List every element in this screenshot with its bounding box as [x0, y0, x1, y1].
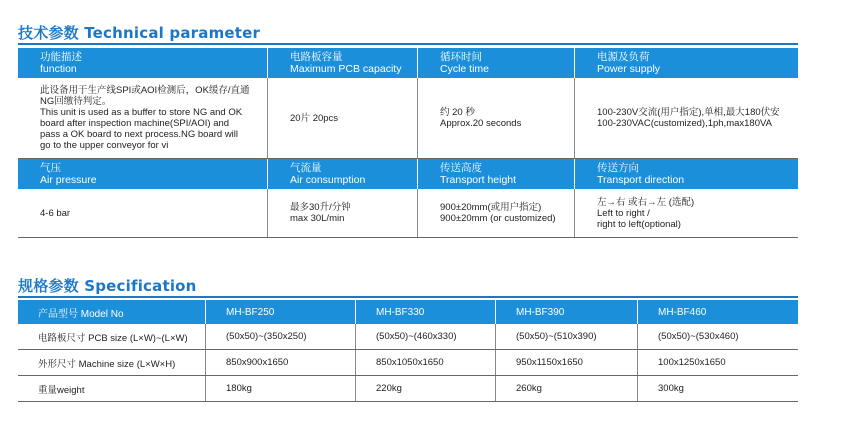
direction-line: 左→右 或右→左 (选配)	[597, 196, 695, 208]
header-transport-height	[418, 159, 575, 189]
spec-cell: (50x50)~(510x390)	[496, 324, 638, 349]
table-row	[18, 324, 798, 350]
consumption-line: max 30L/min	[290, 213, 345, 224]
header-cn: 功能描述	[40, 51, 82, 63]
header-en: Cycle time	[440, 63, 490, 75]
power-supply-value	[575, 78, 798, 158]
header-cycle-time	[418, 48, 575, 78]
transport-direction-value	[575, 189, 798, 237]
spec-row-label: 重量weight	[18, 376, 206, 401]
header-cn: 气压	[40, 162, 61, 174]
cycle-line: Approx.20 seconds	[440, 118, 522, 129]
spec-cell: (50x50)~(460x330)	[356, 324, 496, 349]
header-cn: 气流量	[290, 162, 322, 174]
header-en: Air consumption	[290, 174, 366, 186]
spec-cell: 180kg	[206, 376, 356, 401]
function-line: 此设备用于生产线SPI或AOI检测后，OK缓存/直通	[40, 85, 250, 96]
specification-title-rule	[18, 296, 798, 298]
technical-title-rule	[18, 43, 798, 45]
pressure-text: 4-6 bar	[40, 207, 71, 219]
header-function	[18, 48, 268, 78]
spec-cell: 850x900x1650	[206, 350, 356, 375]
technical-title: 技术参数 Technical parameter	[18, 24, 261, 42]
header-power-supply	[575, 48, 798, 78]
pcb-capacity-value	[268, 78, 418, 158]
power-line: 100-230V交流(用户指定),单相,最大180伏安	[597, 107, 780, 118]
header-cn: 传送方向	[597, 162, 639, 174]
header-en: Maximum PCB capacity	[290, 63, 402, 75]
direction-line: Left to right /	[597, 207, 650, 219]
technical-table	[18, 48, 798, 238]
header-cn: 传送高度	[440, 162, 482, 174]
spec-cell: 300kg	[658, 383, 684, 394]
spec-cell: (50x50)~(530x460)	[658, 331, 739, 342]
spec-header-row	[18, 300, 798, 324]
spec-cell: 220kg	[356, 376, 496, 401]
consumption-line: 最多30升/分钟	[290, 202, 351, 213]
spec-cell: 100x1250x1650	[658, 357, 726, 368]
technical-data-row-1	[18, 78, 798, 159]
function-line: pass a OK board to next process.NG board will	[40, 129, 239, 140]
technical-data-row-2	[18, 189, 798, 238]
cycle-line: 约 20 秒	[440, 107, 475, 118]
spec-cell: 950x1150x1650	[496, 350, 638, 375]
technical-header-row-1	[18, 48, 798, 78]
spec-cell: (50x50)~(350x250)	[206, 324, 356, 349]
power-line: 100-230VAC(customized),1ph,max180VA	[597, 118, 772, 129]
header-transport-direction	[575, 159, 798, 189]
header-cn: 电路板容量	[290, 51, 343, 63]
header-pcb-capacity	[268, 48, 418, 78]
specification-table	[18, 300, 798, 402]
air-pressure-value	[18, 189, 268, 237]
spec-header-bf250: MH-BF250	[206, 300, 356, 324]
header-air-pressure	[18, 159, 268, 189]
header-en: Transport height	[440, 174, 517, 186]
function-line: This unit is used as a buffer to store NG and OK	[40, 107, 243, 118]
spec-cell: 260kg	[496, 376, 638, 401]
spec-header-bf390: MH-BF390	[496, 300, 638, 324]
height-line: 900±20mm (or customized)	[440, 213, 556, 224]
spec-row-label: 电路板尺寸 PCB size (L×W)~(L×W)	[18, 324, 206, 349]
transport-height-value	[418, 189, 575, 237]
header-en: Air pressure	[40, 174, 97, 186]
spec-header-bf460: MH-BF460	[658, 306, 707, 318]
table-row	[18, 350, 798, 376]
spec-header-bf330: MH-BF330	[356, 300, 496, 324]
header-en: Power supply	[597, 63, 661, 75]
spec-cell: 850x1050x1650	[356, 350, 496, 375]
direction-line: right to left(optional)	[597, 218, 681, 230]
spec-row-label: 外形尺寸 Machine size (L×W×H)	[18, 350, 206, 375]
function-description	[18, 78, 268, 158]
function-line: NG回缴待判定。	[40, 96, 112, 107]
capacity-text: 20片 20pcs	[290, 112, 339, 124]
technical-header-row-2	[18, 159, 798, 189]
header-cn: 循环时间	[440, 51, 482, 63]
function-line: go to the upper conveyor for vi	[40, 140, 169, 151]
header-en: Transport direction	[597, 174, 685, 186]
header-air-consumption	[268, 159, 418, 189]
specification-title: 规格参数 Specification	[18, 277, 197, 295]
table-row	[18, 376, 798, 402]
header-cn: 电源及负荷	[597, 51, 650, 63]
spec-header-model: 产品型号 Model No	[18, 300, 206, 324]
air-consumption-value	[268, 189, 418, 237]
height-line: 900±20mm(或用户指定)	[440, 202, 542, 213]
cycle-time-value	[418, 78, 575, 158]
function-line: board after inspection machine(SPI/AOI) and	[40, 118, 230, 129]
header-en: function	[40, 63, 77, 75]
